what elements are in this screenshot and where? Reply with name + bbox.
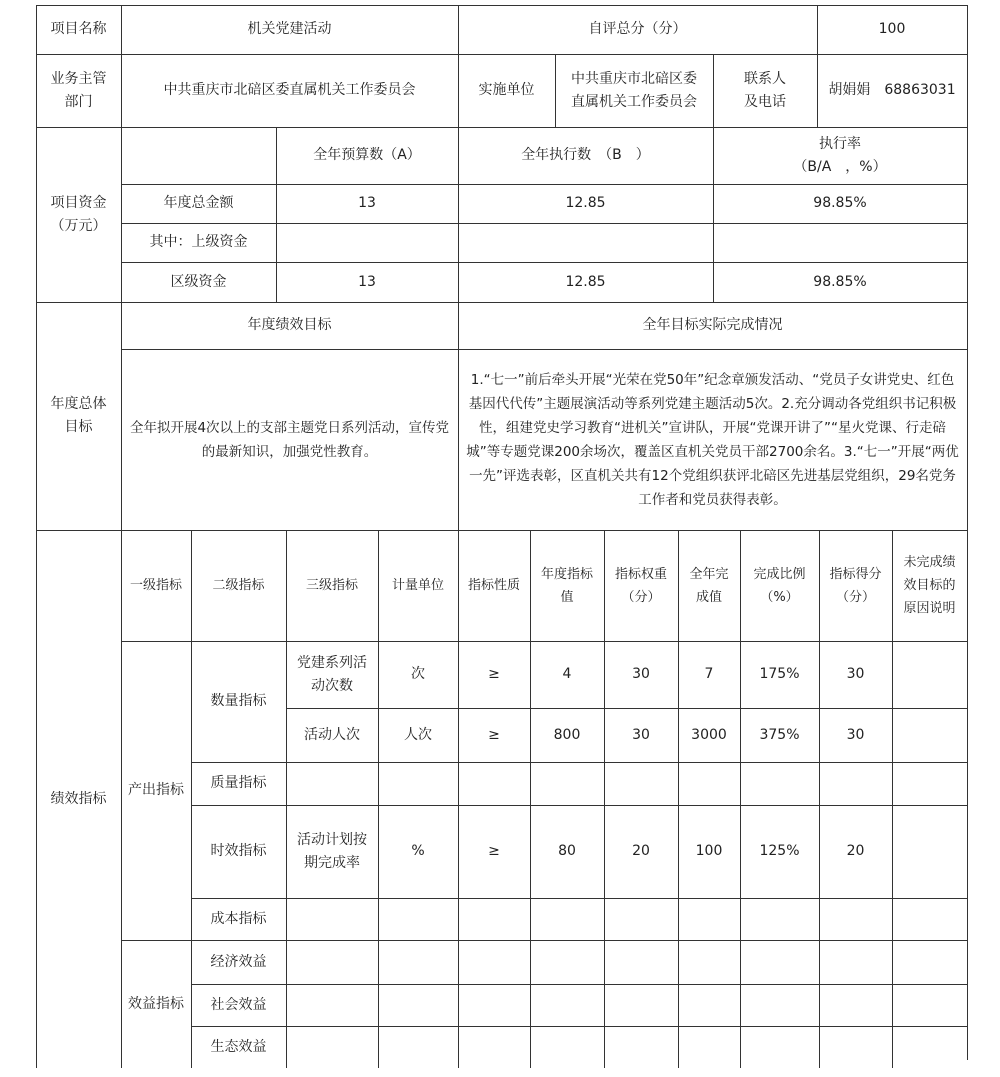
- level2-cost: 成本指标: [210, 910, 267, 927]
- dept-name: 中共重庆市北碚区委直属机关工作委员会: [163, 82, 416, 98]
- col-goal-header: 年度绩效目标: [247, 317, 332, 333]
- funds-exec-value: 12.85: [565, 195, 606, 211]
- perf-row-unit: 次: [411, 666, 425, 682]
- impl-unit: 中共重庆市北碚区委 直属机关工作委员会: [571, 70, 697, 110]
- funds-budget-value: 13: [358, 195, 376, 211]
- perf-header-col-4: 计量单位: [391, 578, 444, 593]
- level1-benefit: 效益指标: [128, 995, 184, 1012]
- perf-row-unit: 人次: [404, 726, 432, 743]
- perf-row-nature: ≥: [488, 726, 500, 743]
- perf-row-score: 20: [846, 843, 865, 859]
- contact-label: 联系人 及电话: [744, 70, 786, 110]
- self-score: 100: [878, 21, 906, 37]
- perf-row-ratio: 375%: [759, 726, 800, 743]
- funds-row-label: 其中：上级资金: [149, 234, 248, 250]
- perf-row-target: 80: [558, 843, 576, 859]
- perf-row-score: 30: [846, 666, 865, 682]
- level2-quantity: 数量指标: [210, 693, 267, 709]
- perf-row-target: 800: [553, 726, 581, 743]
- funds-rate-value: 98.85%: [813, 273, 867, 290]
- project-name-label: 项目名称: [50, 21, 107, 37]
- actual-completion-text: 1.“七一”前后牵头开展“光荣在党50年”纪念章颁发活动、“党员子女讲党史、红色基因代代传”主题展演活动等系列党建主题活动5次。2.充分调动各党组织书记积极性，组建党史学习教育“进机关”宣讲队，开展“党课开讲了”“星火党课、行走碚城”等专题党课200余场次，覆盖区直机关党员干部2700余名。3.“七一”开展“两优一先”评选表彰，区直机关共有12个党组织获评北碚区先进基层党组织，29名党务工作者和党员获得表彰。: [466, 371, 959, 508]
- perf-row-name: 活动人次: [304, 726, 360, 743]
- funds-budget-value: [276, 223, 458, 262]
- funds-rate-value: [713, 223, 967, 262]
- col-exec-header: 全年执行数 （B ）: [521, 147, 650, 163]
- perf-header-col-1: 一级指标: [129, 578, 182, 593]
- funds-label: 项目资金 （万元）: [50, 194, 107, 234]
- self-score-label: 自评总分（分）: [588, 21, 687, 37]
- funds-exec-value: [458, 223, 713, 262]
- perf-row-target: 4: [562, 666, 572, 682]
- perf-header-col-5: 指标性质: [467, 578, 520, 593]
- perf-header-col-11: 未完成绩 效目标的 原因说明: [903, 555, 956, 616]
- funds-budget-value: 13: [358, 273, 376, 290]
- perf-row-reason: [892, 641, 967, 708]
- perf-row-weight: 30: [632, 726, 650, 743]
- annual-goal-text: 全年拟开展4次以上的支部主题党日系列活动，宣传党的最新知识，加强党性教育。: [129, 419, 450, 460]
- perf-row-nature: ≥: [488, 666, 500, 682]
- perf-row-actual: 7: [704, 666, 714, 682]
- contact-value: 胡娟娟 68863031: [828, 82, 956, 98]
- perf-row-ratio: 125%: [759, 843, 800, 859]
- level2-social: 社会效益: [210, 996, 267, 1013]
- dept-label: 业务主管 部门: [50, 70, 107, 110]
- perf-row-weight: 30: [632, 666, 650, 682]
- funds-exec-value: 12.85: [565, 273, 606, 290]
- perf-row-ratio: 175%: [759, 666, 800, 682]
- funds-row-label: 区级资金: [170, 273, 227, 290]
- level2-ecological: 生态效益: [210, 1038, 267, 1055]
- perf-row-actual: 100: [695, 843, 723, 859]
- level2-quality: 质量指标: [210, 775, 267, 791]
- col-rate-header: 执行率 （B/A ，%）: [793, 135, 887, 175]
- perf-row-actual: 3000: [691, 726, 727, 743]
- perf-header-col-2: 二级指标: [212, 578, 265, 593]
- perf-header-col-7: 指标权重 （分）: [614, 566, 667, 605]
- funds-row-label: 年度总金额: [163, 195, 234, 211]
- perf-row-unit: %: [411, 843, 425, 859]
- perf-row-score: 30: [846, 726, 865, 743]
- funds-rate-value: 98.85%: [813, 195, 867, 211]
- perf-row-reason: [892, 708, 967, 762]
- perf-header-col-8: 全年完 成值: [689, 566, 729, 605]
- perf-row-reason: [892, 805, 967, 898]
- perf-header-col-10: 指标得分 （分）: [829, 566, 882, 605]
- performance-label: 绩效指标: [50, 790, 107, 807]
- level2-economic: 经济效益: [210, 953, 267, 970]
- level2-timeliness: 时效指标: [210, 843, 267, 859]
- perf-row-name: 活动计划按 期完成率: [297, 831, 367, 871]
- col-budget-header: 全年预算数（A）: [313, 147, 421, 163]
- perf-row-nature: ≥: [488, 843, 500, 859]
- perf-row-name: 党建系列活 动次数: [297, 654, 367, 694]
- level1-output: 产出指标: [128, 782, 184, 798]
- perf-header-col-3: 三级指标: [305, 578, 358, 593]
- perf-header-col-9: 完成比例 （%）: [753, 566, 806, 605]
- goals-label: 年度总体 目标: [50, 396, 107, 435]
- col-actual-header: 全年目标实际完成情况: [642, 317, 783, 333]
- impl-unit-label: 实施单位: [478, 82, 535, 98]
- perf-row-weight: 20: [632, 843, 650, 859]
- project-name: 机关党建活动: [247, 21, 332, 37]
- perf-header-col-6: 年度指标 值: [540, 566, 593, 605]
